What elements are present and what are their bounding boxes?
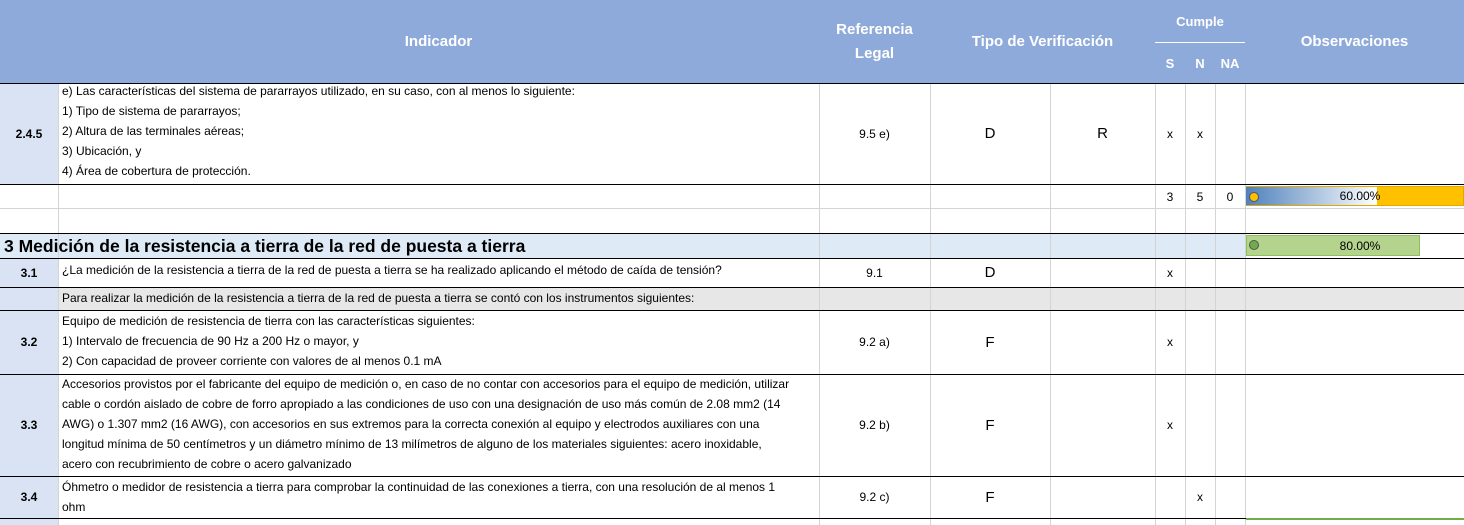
- header-n: N: [1185, 43, 1215, 83]
- text-line: longitud mínima de 50 centímetros y un diámetro mínimo de 13 milímetros de alguno de los materiales siguientes: acero inoxidable,: [62, 437, 762, 451]
- complies-s-cell[interactable]: x: [1167, 418, 1173, 432]
- row-3-2-text: [59, 311, 817, 371]
- legal-ref-cell[interactable]: 9.2 b): [859, 418, 890, 432]
- complies-n-cell[interactable]: x: [1197, 490, 1203, 504]
- text-line: 2) Altura de las terminales aéreas;: [62, 124, 245, 138]
- text-line: Equipo de medición de resistencia de tierra con las características siguientes:: [62, 314, 475, 328]
- progress-percent: 60.00%: [1339, 189, 1381, 203]
- note-row-text: Para realizar la medición de la resistencia a tierra de la red de puesta a tierra se contó con los instrumentos siguientes:: [62, 291, 695, 305]
- text-line: ohm: [62, 500, 86, 514]
- legal-ref-cell[interactable]: 9.5 e): [859, 126, 890, 141]
- text-line: 2) Con capacidad de proveer corriente con valores de al menos 0.1 mA: [62, 354, 442, 368]
- row-id-2-4-5: 2.4.5: [15, 126, 43, 141]
- header-legal-ref: [819, 0, 930, 83]
- legal-ref-cell[interactable]: 9.2 c): [859, 490, 890, 504]
- header-legal-ref-line1: Referencia: [836, 20, 913, 38]
- legal-ref-cell[interactable]: 9.1: [866, 265, 883, 280]
- row-3-4-text: [59, 477, 817, 517]
- next-row-progress-edge: [1246, 518, 1464, 520]
- header-legal-ref-line2: Legal: [854, 44, 895, 62]
- text-line: Accesorios provistos por el fabricante del equipo de medición o, en caso de no contar con accesorios para el equipo de medición, utilizar: [62, 377, 790, 391]
- row-3-1-text: ¿La medición de la resistencia a tierra de la red de puesta a tierra se ha realizado aplicando el método de caída de tensión?: [62, 263, 722, 277]
- row-id-3-4: 3.4: [20, 490, 38, 504]
- text-line: 1) Tipo de sistema de pararrayos;: [62, 104, 241, 118]
- text-line: 3) Ubicación, y: [62, 144, 142, 158]
- row-id-3-3: 3.3: [20, 418, 38, 432]
- row-2-4-5-text: [59, 81, 817, 181]
- total-na: 0: [1226, 189, 1234, 204]
- verification-cell[interactable]: D: [984, 125, 996, 142]
- text-line: 1) Intervalo de frecuencia de 90 Hz a 200 Hz o mayor, y: [62, 334, 359, 348]
- row-id-3-2: 3.2: [20, 335, 38, 349]
- section-percent: 80.00%: [1339, 238, 1381, 253]
- verification-cell[interactable]: F: [985, 416, 995, 434]
- verification-cell[interactable]: D: [984, 264, 996, 281]
- complies-n-cell[interactable]: x: [1197, 126, 1203, 141]
- row-id-3-1: 3.1: [20, 265, 38, 280]
- text-line: AWG) o 1.307 mm2 (16 AWG), con accesorios en sus extremos para la correcta conexión al equipo y electrodos auxiliares con una: [62, 417, 760, 431]
- text-line: acero con recubrimiento de cobre o acero galvanizado: [62, 457, 352, 471]
- status-dot-icon: [1249, 192, 1259, 202]
- header-verification: Tipo de Verificación: [930, 0, 1155, 83]
- total-s: 3: [1166, 189, 1174, 204]
- total-n: 5: [1196, 189, 1204, 204]
- row-3-3-text: [59, 374, 821, 474]
- verification-cell[interactable]: F: [985, 333, 995, 351]
- complies-s-cell[interactable]: x: [1167, 265, 1173, 280]
- text-line: Óhmetro o medidor de resistencia a tierra para comprobar la continuidad de las conexiones a tierra, con una resolución de al menos 1: [62, 480, 776, 494]
- header-observations: Observaciones: [1245, 0, 1464, 83]
- header-na: NA: [1215, 43, 1245, 83]
- verification-cell[interactable]: R: [1097, 125, 1108, 142]
- complies-s-cell[interactable]: x: [1167, 126, 1173, 141]
- verification-cell[interactable]: F: [985, 488, 995, 506]
- header-complies: Cumple: [1155, 0, 1245, 42]
- section-title: 3 Medición de la resistencia a tierra de la red de puesta a tierra: [4, 236, 526, 256]
- legal-ref-cell[interactable]: 9.2 a): [859, 335, 890, 349]
- text-line: e) Las características del sistema de pararrayos utilizado, en su caso, con al menos lo siguiente:: [62, 84, 575, 98]
- text-line: 4) Área de cobertura de protección.: [62, 164, 251, 178]
- status-dot-icon: [1249, 240, 1259, 250]
- header-indicator: Indicador: [58, 0, 819, 83]
- text-line: cable o cordón aislado de cobre de forro apropiado a las condiciones de uso con una designación de uso más común de 2.08 mm2 (14: [62, 397, 781, 411]
- header-s: S: [1155, 43, 1185, 83]
- complies-s-cell[interactable]: x: [1167, 335, 1173, 349]
